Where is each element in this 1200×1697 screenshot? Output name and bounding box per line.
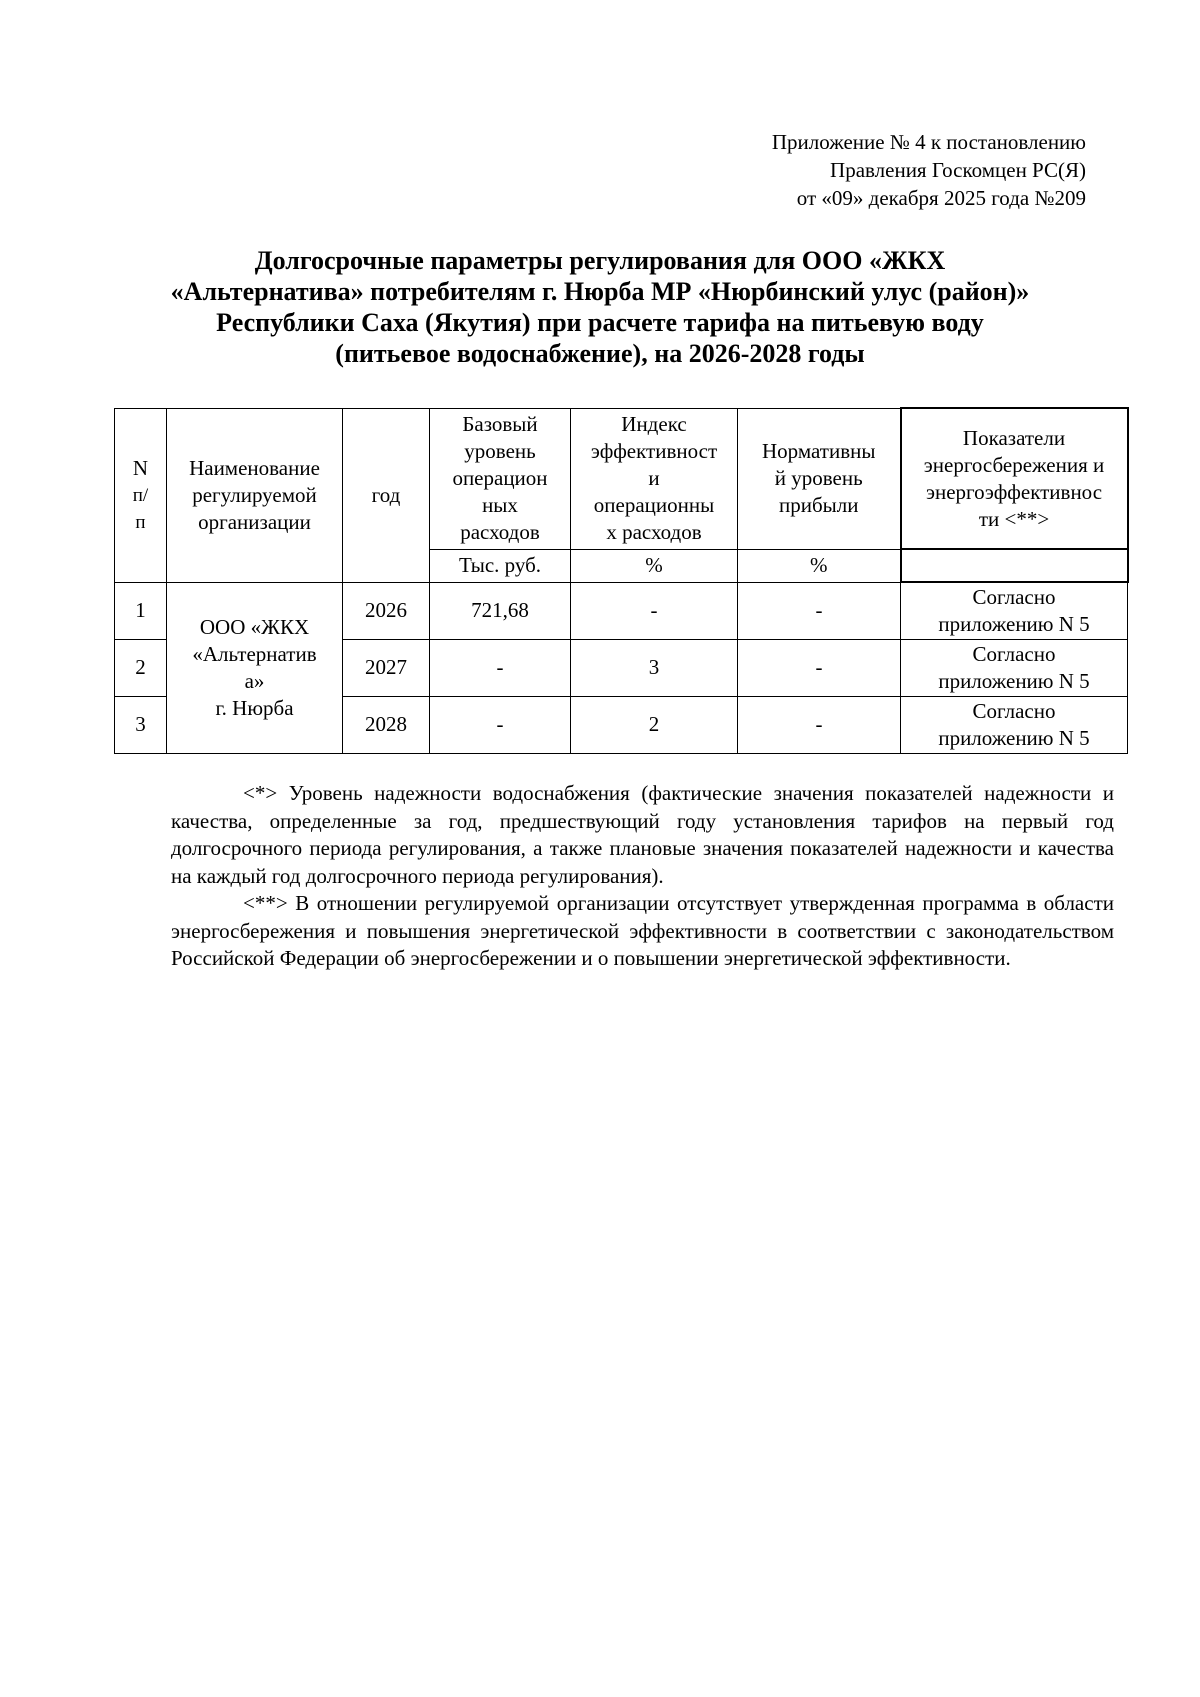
row-base: - xyxy=(430,696,571,753)
table-header-row xyxy=(115,408,1128,549)
header-base-opex: Базовый уровень операцион ных расходов xyxy=(430,408,571,549)
row-year: 2026 xyxy=(343,582,430,639)
header-year: год xyxy=(343,408,430,582)
title-line: «Альтернатива» потребителям г. Нюрба МР «Нюрбинский улус (район)» xyxy=(170,277,1030,306)
unit-energy xyxy=(901,549,1128,582)
row-profit: - xyxy=(738,582,901,639)
header-efficiency-index: Индекс эффективност и операционны х расходов xyxy=(571,408,738,549)
title-line: (питьевое водоснабжение), на 2026-2028 годы xyxy=(335,339,865,368)
header-profit-level: Нормативны й уровень прибыли xyxy=(738,408,901,549)
table-row xyxy=(115,582,1128,639)
footnote-reliability: <*> Уровень надежности водоснабжения (фактические значения показателей надежности и качества, определенные за год, предшествующий году установления тарифов на первый год долгосрочного периода регулирования, а также плановые значения показателей надежности и качества на каждый год долгосрочного периода регулирования). xyxy=(171,781,1114,888)
row-profit: - xyxy=(738,696,901,753)
row-year: 2027 xyxy=(343,639,430,696)
row-index: 3 xyxy=(571,639,738,696)
row-index: - xyxy=(571,582,738,639)
footnotes xyxy=(171,780,1114,973)
unit-base: Тыс. руб. xyxy=(430,549,571,582)
row-profit: - xyxy=(738,639,901,696)
unit-index: % xyxy=(571,549,738,582)
row-num: 3 xyxy=(115,696,167,753)
row-num: 2 xyxy=(115,639,167,696)
appendix-line: от «09» декабря 2025 года №209 xyxy=(796,186,1086,210)
row-base: - xyxy=(430,639,571,696)
header-energy-indicators: Показатели энергосбережения и энергоэффективнос ти <**> xyxy=(901,408,1128,549)
row-year: 2028 xyxy=(343,696,430,753)
title-line: Республики Саха (Якутия) при расчете тарифа на питьевую воду xyxy=(216,308,984,337)
parameters-table xyxy=(114,407,1129,754)
row-num: 1 xyxy=(115,582,167,639)
row-energy: Согласно приложению N 5 xyxy=(901,696,1128,753)
row-energy: Согласно приложению N 5 xyxy=(901,639,1128,696)
header-num: N п/ п xyxy=(115,408,167,582)
title-line: Долгосрочные параметры регулирования для ООО «ЖКХ xyxy=(254,246,946,275)
document-title xyxy=(150,245,1050,369)
appendix-line: Правления Госкомцен РС(Я) xyxy=(830,158,1086,182)
footnote-energy-saving: <**> В отношении регулируемой организации отсутствует утвержденная программа в области энергосбережения и повышения энергетической эффективности в соответствии с законодательством Российской Федерации об энергосбережении и о повышении энергетической эффективности. xyxy=(171,891,1114,970)
row-base: 721,68 xyxy=(430,582,571,639)
appendix-line: Приложение № 4 к постановлению xyxy=(771,130,1086,154)
appendix-reference xyxy=(772,128,1086,212)
unit-profit: % xyxy=(738,549,901,582)
row-energy: Согласно приложению N 5 xyxy=(901,582,1128,639)
header-organization: Наименование регулируемой организации xyxy=(167,408,343,582)
organization-name: ООО «ЖКХ «Альтернатив а» г. Нюрба xyxy=(167,582,343,753)
row-index: 2 xyxy=(571,696,738,753)
